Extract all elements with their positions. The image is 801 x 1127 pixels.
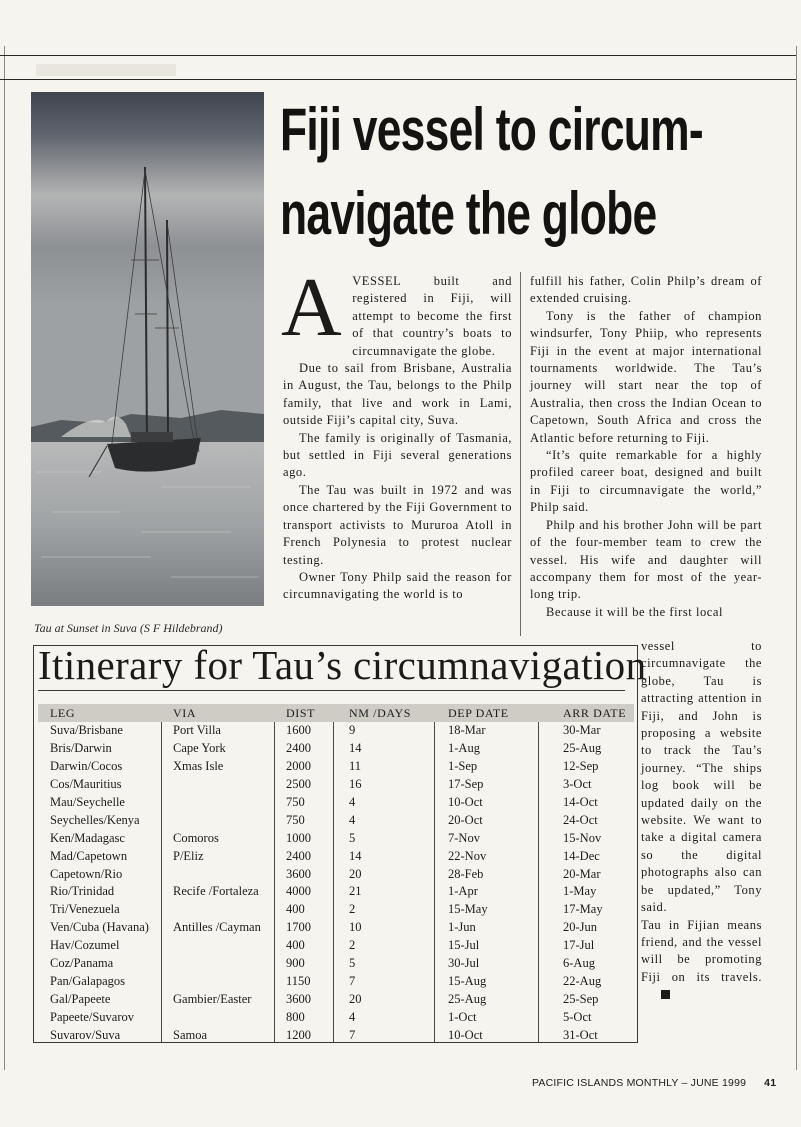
cell-nm-days: 4: [349, 1009, 356, 1024]
table-row: [38, 937, 634, 955]
cell-nm-days: 5: [349, 830, 356, 845]
paragraph: The family is originally of Tasmania, but settled in Fiji several generations ago.: [283, 430, 512, 480]
paragraph: VESSEL built and registered in Fiji, will attempt to become the first of that country’s boats to circumnavigate the globe.: [352, 274, 512, 358]
cell-leg: Papeete/Suvarov: [50, 1009, 135, 1024]
cell-nm-days: 4: [349, 812, 356, 827]
cell-via: Cape York: [173, 741, 226, 756]
cell-arr-date: 25-Aug: [563, 741, 602, 756]
table-row: [38, 758, 634, 776]
table-row: [38, 955, 634, 973]
paragraph: The Tau was built in 1972 and was once chartered by the Fiji Government to transport activists to Mururoa Atoll in French Polynesia to protest nuclear testing.: [283, 482, 512, 567]
cell-nm-days: 14: [349, 741, 362, 756]
cell-leg: Darwin/Cocos: [50, 759, 123, 774]
headline-line-2: navigate the globe: [280, 180, 657, 247]
cell-via: Samoa: [173, 1027, 208, 1042]
table-row: [38, 847, 634, 865]
cell-via: Xmas Isle: [173, 759, 224, 774]
cell-nm-days: 16: [349, 777, 362, 792]
cell-leg: Hav/Cozumel: [50, 938, 120, 953]
boat-photo: [31, 92, 264, 606]
cell-arr-date: 14-Oct: [563, 795, 598, 809]
cell-dep-date: 15-Jul: [448, 938, 480, 953]
cell-arr-date: 20-Jun: [563, 920, 598, 935]
cell-leg: Suvarov/Suva: [50, 1027, 121, 1042]
cell-arr-date: 20-Mar: [563, 866, 601, 881]
cell-dist: 400: [286, 902, 305, 917]
cell-arr-date: 15-Nov: [563, 830, 602, 845]
header-dist: DIST: [286, 705, 316, 720]
paragraph: Owner Tony Philp said the reason for circumnavigating the world is to: [283, 569, 512, 602]
cell-dep-date: 15-May: [448, 902, 488, 917]
cell-arr-date: 30-Mar: [563, 723, 601, 738]
cell-via: P/Eliz: [173, 848, 204, 863]
header-leg: LEG: [50, 705, 76, 720]
header-nm-days: NM /DAYS: [349, 705, 412, 720]
itinerary-title-underline: [38, 690, 625, 691]
article-column-2: [530, 273, 762, 621]
paragraph: “It’s quite remarkable for a highly profiled career boat, designed and built in Fiji to circumnavigate the world,” Philp said.: [530, 448, 762, 515]
cell-arr-date: 25-Sep: [563, 991, 599, 1006]
table-row: [38, 794, 634, 812]
cell-nm-days: 21: [349, 884, 362, 899]
cell-leg: Ken/Madagasc: [50, 830, 125, 845]
cell-nm-days: 5: [349, 956, 356, 971]
table-row: [38, 919, 634, 937]
cell-nm-days: 10: [349, 920, 362, 935]
cell-dep-date: 28-Feb: [448, 866, 484, 881]
cell-arr-date: 17-Jul: [563, 938, 595, 953]
table-row: [38, 740, 634, 758]
cell-dep-date: 1-Jun: [448, 920, 476, 935]
cell-via: Recife /Fortaleza: [173, 884, 259, 899]
table-row: [38, 901, 634, 919]
cell-dist: 1700: [286, 920, 311, 935]
paragraph: vessel to circumnavigate the globe, Tau is attracting attention in Fiji, and John is proposing a website to track the Tau’s journey. “The ships log book will be updated daily on the website. We want to take a digital camera so the digital photographs also can be updated,” Tony said.: [641, 639, 762, 915]
cell-via: Gambier/Easter: [173, 991, 252, 1006]
cell-dep-date: 1-Aug: [448, 741, 480, 756]
paragraph: Tony is the father of champion windsurfer, Tony Phiip, who represents Fiji in the event at major international tournaments worldwide. The Tau’s journey will start near the top of Australia, then cross the Indian Ocean to Capetown, South Africa and cross the Atlantic before returning to Fiji.: [530, 308, 762, 445]
table-row: [38, 811, 634, 829]
article-column-3: [641, 638, 762, 1004]
cell-dep-date: 1-Oct: [448, 1009, 477, 1024]
show-through-ghost: [36, 64, 176, 76]
cell-arr-date: 12-Sep: [563, 759, 599, 774]
cell-nm-days: 14: [349, 848, 362, 863]
cell-arr-date: 31-Oct: [563, 1027, 598, 1042]
cell-dist: 900: [286, 956, 305, 971]
cell-leg: Mau/Seychelle: [50, 795, 125, 809]
cell-dist: 2500: [286, 777, 311, 792]
paragraph: Philp and his brother John will be part of the four-member team to crew the vessel. His wife and daughter will accompany them for most of the year-long trip.: [530, 517, 762, 602]
cell-leg: Suva/Brisbane: [50, 723, 123, 738]
cell-arr-date: 6-Aug: [563, 956, 595, 971]
cell-dep-date: 15-Aug: [448, 973, 487, 988]
cell-nm-days: 4: [349, 795, 356, 809]
cell-leg: Mad/Capetown: [50, 848, 128, 863]
paragraph-final-text: Tau in Fijian means friend, and the vessel will be promoting Fiji on its travels.: [641, 917, 762, 984]
cell-arr-date: 1-May: [563, 884, 597, 899]
paragraph: fulfill his father, Colin Philp’s dream of extended cruising.: [530, 274, 762, 306]
cell-leg: Pan/Galapagos: [50, 973, 125, 988]
article-column-1: [281, 261, 512, 604]
cell-leg: Coz/Panama: [50, 956, 114, 971]
table-row: [38, 829, 634, 847]
cell-arr-date: 5-Oct: [563, 1009, 592, 1024]
paragraph: Due to sail from Brisbane, Australia in August, the Tau, belongs to the Philp family, that live and work in Lami, outside Fiji’s capital city, Suva.: [283, 361, 512, 428]
top-rule-lower: [0, 79, 796, 80]
cell-dep-date: 10-Oct: [448, 795, 483, 809]
cell-arr-date: 17-May: [563, 902, 603, 917]
cell-dep-date: 7-Nov: [448, 830, 480, 845]
cell-dist: 400: [286, 938, 305, 953]
table-row: [38, 865, 634, 883]
cell-dep-date: 1-Apr: [448, 884, 478, 899]
publication-name: PACIFIC ISLANDS MONTHLY – JUNE 1999: [532, 1077, 747, 1089]
cell-nm-days: 20: [349, 866, 362, 881]
cell-arr-date: 14-Dec: [563, 848, 600, 863]
cell-dist: 750: [286, 795, 305, 809]
photo-caption: Tau at Sunset in Suva (S F Hildebrand): [34, 621, 223, 635]
cell-nm-days: 2: [349, 902, 356, 917]
cell-via: Antilles /Cayman: [173, 920, 261, 935]
article-headline: [280, 88, 703, 256]
cell-nm-days: 7: [349, 1027, 356, 1042]
cell-dep-date: 10-Oct: [448, 1027, 483, 1042]
cell-dist: 3600: [286, 991, 311, 1006]
cell-dist: 1000: [286, 830, 311, 845]
page-number: 41: [764, 1077, 777, 1089]
cell-dist: 1600: [286, 723, 311, 738]
cell-dist: 4000: [286, 884, 311, 899]
cell-dep-date: 25-Aug: [448, 991, 487, 1006]
top-rule: [0, 55, 796, 56]
header-dep-date: DEP DATE: [448, 705, 509, 720]
cell-dist: 750: [286, 812, 305, 827]
cell-nm-days: 11: [349, 759, 362, 774]
page-border-left: [4, 46, 5, 1070]
header-via: VIA: [173, 705, 197, 720]
cell-nm-days: 20: [349, 991, 362, 1006]
column-divider: [520, 272, 521, 636]
table-row: [38, 776, 634, 794]
cell-arr-date: 3-Oct: [563, 777, 592, 792]
header-arr-date: ARR DATE: [563, 705, 627, 720]
itinerary-table: [38, 704, 634, 1044]
cell-leg: Gal/Papeete: [50, 991, 111, 1006]
cell-dist: 3600: [286, 866, 311, 881]
cell-dep-date: 17-Sep: [448, 777, 484, 792]
cell-leg: Seychelles/Kenya: [50, 812, 140, 827]
cell-dist: 1200: [286, 1027, 311, 1042]
headline-line-1: Fiji vessel to circum-: [280, 96, 703, 163]
page-footer: [532, 1077, 776, 1089]
table-row: [38, 883, 634, 901]
cell-dist: 800: [286, 1009, 305, 1024]
cell-leg: Rio/Trinidad: [50, 884, 115, 899]
table-body: [38, 722, 634, 1044]
paragraph: Because it will be the first local: [546, 604, 723, 619]
cell-dist: 2400: [286, 741, 311, 756]
cell-leg: Cos/Mauritius: [50, 777, 122, 792]
table-row: [38, 722, 634, 740]
sailboat-image: [31, 92, 264, 606]
table-row: [38, 1008, 634, 1026]
cell-nm-days: 9: [349, 723, 356, 738]
cell-leg: Bris/Darwin: [50, 741, 112, 756]
cell-via: Port Villa: [173, 723, 221, 738]
cell-arr-date: 22-Aug: [563, 973, 602, 988]
cell-leg: Ven/Cuba (Havana): [50, 920, 149, 935]
drop-cap: A: [281, 261, 343, 354]
cell-dep-date: 18-Mar: [448, 723, 486, 738]
paragraph-final: [641, 917, 762, 1004]
cell-dep-date: 20-Oct: [448, 812, 483, 827]
page-border-right: [796, 46, 797, 1070]
table-header-row: [38, 704, 634, 722]
cell-nm-days: 7: [349, 973, 356, 988]
table-row: [38, 1026, 634, 1044]
table-row: [38, 972, 634, 990]
cell-dep-date: 22-Nov: [448, 848, 487, 863]
table-row: [38, 990, 634, 1008]
cell-dist: 2000: [286, 759, 311, 774]
cell-dep-date: 1-Sep: [448, 759, 478, 774]
cell-dep-date: 30-Jul: [448, 956, 480, 971]
cell-arr-date: 24-Oct: [563, 812, 598, 827]
end-mark-icon: [661, 990, 670, 999]
cell-dist: 2400: [286, 848, 311, 863]
cell-via: Comoros: [173, 830, 219, 845]
itinerary-title: Itinerary for Tau’s circumnavigation: [38, 642, 647, 688]
cell-dist: 1150: [286, 973, 311, 988]
cell-leg: Capetown/Rio: [50, 866, 123, 881]
cell-leg: Tri/Venezuela: [50, 902, 120, 917]
cell-nm-days: 2: [349, 938, 356, 953]
